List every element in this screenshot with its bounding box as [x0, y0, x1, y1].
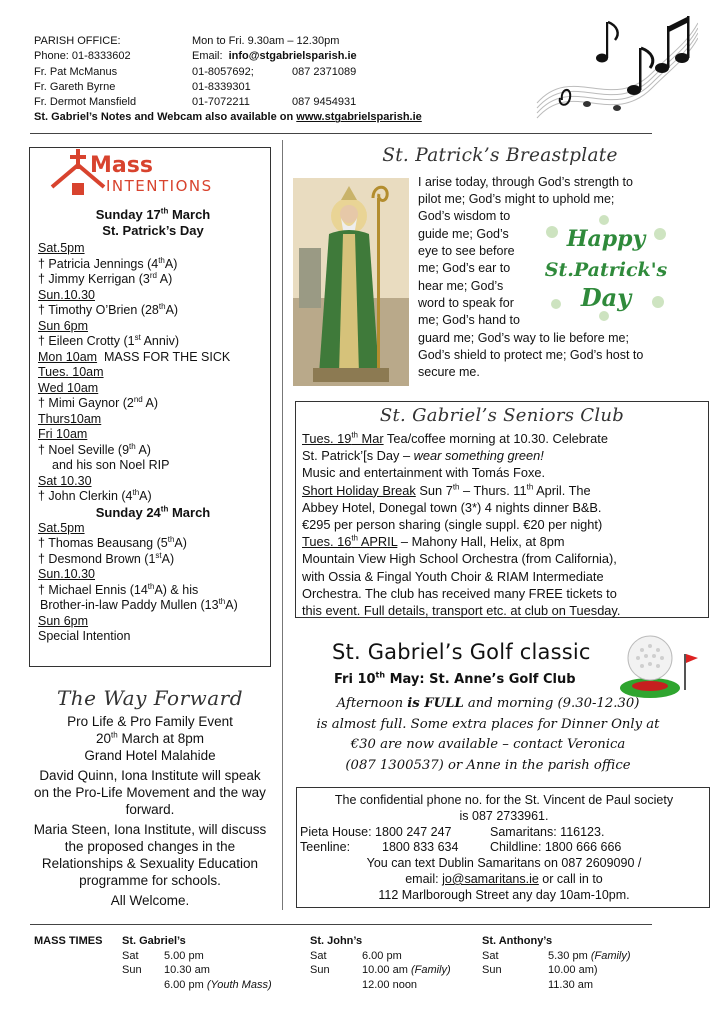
- seniors-line: St. Patrick’[s Day – wear something green!: [302, 448, 544, 464]
- intention: † Noel Seville (9th A): [38, 441, 151, 457]
- golf-classic-title: St. Gabriel’s Golf classic: [332, 640, 591, 664]
- prayer-line: God’s shield to protect me; God’s host to: [418, 348, 644, 362]
- header-label: Fr. Pat McManus: [34, 65, 118, 78]
- prayer-line: pilot me; God’s might to uphold me;: [418, 192, 615, 206]
- footer-divider: [30, 924, 652, 925]
- st-patrick-image: [293, 178, 409, 386]
- prayer-line: hear me; God’s: [418, 279, 504, 293]
- intention: Special Intention: [38, 629, 131, 643]
- prayer-line: guide me; God’s: [418, 227, 509, 241]
- golf-line: (087 1300537) or Anne in the parish office: [345, 757, 631, 773]
- website-link[interactable]: www.stgabrielsparish.ie: [296, 111, 422, 124]
- intention: † Jimmy Kerrigan (3rd A): [38, 270, 173, 286]
- church-column: [310, 934, 490, 992]
- prayer-line: guard me; God’s way to lie before me;: [418, 331, 629, 345]
- parish-office-header: [34, 34, 534, 126]
- header-label: PARISH OFFICE:: [34, 35, 121, 47]
- way-forward-body: [30, 713, 270, 912]
- seniors-line: €295 per person sharing (single suppl. €20 per night): [302, 517, 603, 533]
- mass-slot: Mon 10am MASS FOR THE SICK: [38, 349, 231, 364]
- mass-slot: Fri 10am: [38, 427, 88, 441]
- header-value: 01-8339301: [192, 80, 251, 93]
- header-row: [34, 49, 534, 64]
- badge-text: Day: [580, 283, 632, 312]
- mass-intentions-list: [38, 207, 268, 645]
- header-row: [34, 65, 534, 80]
- golf-line: €30 are now available – contact Veronica: [350, 737, 626, 752]
- badge-text: Happy: [566, 226, 646, 252]
- paragraph: Maria Steen, Iona Institute, will discuss the proposed changes in the Relationships & Sexuality Education programme for schools.: [33, 822, 267, 888]
- header-label: Phone: 01-8333602: [34, 50, 131, 63]
- mass-slot: Sun.10.30: [38, 567, 95, 581]
- helpline-line: is 087 2733961.: [459, 808, 549, 823]
- event-line: Pro Life & Pro Family Event 20th March at 8pm Grand Hotel Malahide: [67, 714, 233, 763]
- golf-line: Afternoon is FULL and morning (9.30-12.30): [336, 696, 640, 711]
- paragraph: All Welcome.: [110, 893, 190, 908]
- mass-slot: Wed 10am: [38, 380, 99, 395]
- seniors-line: Tues. 19th Mar Tea/coffee morning at 10.30. Celebrate: [302, 430, 608, 446]
- mass-slot: Sun 6pm: [38, 318, 89, 333]
- prayer-line: me; God’s hand to: [418, 313, 520, 327]
- golf-details: [296, 694, 680, 776]
- mass-time-row: 6.00 pm (Youth Mass): [164, 978, 272, 991]
- prayer-line: God’s wisdom to: [418, 209, 511, 223]
- header-divider: [30, 133, 652, 134]
- prayer-line: word to speak for: [418, 296, 514, 310]
- way-forward-title: The Way Forward: [56, 686, 244, 710]
- mass-time-row: Sun 10.00 am): [482, 964, 598, 976]
- golf-ball-icon: [614, 630, 700, 702]
- mass-time-row: 12.00 noon: [362, 978, 418, 991]
- intention: † Timothy O’Brien (28thA): [38, 301, 179, 317]
- header-row: [34, 34, 534, 49]
- intention: † Mimi Gaynor (2nd A): [38, 394, 159, 410]
- seniors-club-title: St. Gabriel’s Seniors Club: [379, 405, 625, 426]
- intention: Brother-in-law Paddy Mullen (13thA): [40, 596, 238, 612]
- intention: † Thomas Beausang (5thA): [38, 534, 187, 550]
- seniors-club-body: [302, 430, 704, 619]
- seniors-line: Abbey Hotel, Donegal town (3*) 4 nights dinner B&B.: [302, 499, 602, 515]
- mass-slot: Sun.10.30: [38, 287, 95, 302]
- header-value: 01-8057692;: [192, 65, 254, 78]
- prayer-line: me; God’s ear to: [418, 261, 511, 275]
- helpline-row: Pieta House: 1800 247 247 Samaritans: 116123.: [300, 824, 605, 839]
- helpline-row: Teenline: 1800 833 634 Childline: 1800 666 666: [300, 840, 622, 855]
- header-row: [34, 95, 534, 110]
- samaritans-email-link[interactable]: jo@samaritans.ie: [442, 871, 539, 886]
- seniors-line: Music and entertainment with Tomás Foxe.: [302, 465, 546, 481]
- badge-text: St.Patrick's: [544, 259, 668, 281]
- mass-times-label: MASS TIMES: [34, 935, 103, 947]
- mass-slot: Sat.5pm: [38, 241, 85, 255]
- header-value: 01-7072211: [192, 96, 250, 109]
- seniors-line: this event. Full details, transport etc. at club on Tuesday.: [302, 603, 621, 619]
- header-value: Mon to Fri. 9.30am – 12.30pm: [192, 35, 340, 47]
- header-value: 087 2371089: [292, 65, 357, 78]
- intention: † Eileen Crotty (1st Anniv): [38, 332, 180, 348]
- breastplate-title: St. Patrick’s Breastplate: [382, 145, 618, 166]
- mass-time-row: Sat 6.00 pm: [310, 949, 402, 962]
- header-label: Fr. Gareth Byrne: [34, 80, 116, 93]
- mass-slot: Sat.5pm: [38, 520, 85, 535]
- seniors-line: Tues. 16th APRIL – Mahony Hall, Helix, at 8pm: [302, 533, 565, 550]
- mass-intentions-logo: [48, 147, 248, 199]
- notes-text: St. Gabriel’s Notes and Webcam also available on: [34, 111, 294, 124]
- seniors-line: Short Holiday Break Sun 7th – Thurs. 11th April. The: [302, 482, 591, 498]
- header-label: Fr. Dermot Mansfield: [34, 96, 137, 109]
- prayer-line: I arise today, through God’s strength to: [418, 175, 633, 189]
- intention: and his son Noel RIP: [52, 458, 170, 472]
- logo-word-intentions: INTENTIONS: [106, 177, 213, 195]
- helpline-line: email: jo@samaritans.ie or call in to: [405, 871, 603, 886]
- mass-time-row: Sat 5.30 pm (Family): [482, 949, 631, 962]
- header-value: 087 9454931: [292, 96, 357, 109]
- intention: † Desmond Brown (1stA): [38, 550, 175, 566]
- header-row: [34, 80, 534, 95]
- sunday-subheading: St. Patrick’s Day: [102, 223, 204, 238]
- intention: † Michael Ennis (14thA) & his: [38, 581, 199, 597]
- seniors-line: Mountain View High School Orchestra (from California),: [302, 551, 617, 567]
- sunday-heading: Sunday 24th March: [95, 504, 211, 520]
- mass-time-row: Sat 5.00 pm: [122, 949, 204, 962]
- header-value: Email:: [192, 50, 223, 63]
- mass-time-row: Sun 10.00 am (Family): [310, 964, 451, 976]
- paragraph: David Quinn, Iona Institute will speak on the Pro-Life Movement and the way forward.: [34, 768, 266, 817]
- helpline-line: 112 Marlborough Street any day 10am-10pm.: [378, 887, 630, 902]
- church-column: [122, 934, 322, 992]
- mass-slot: Sat 10.30: [38, 473, 92, 488]
- helpline-line: The confidential phone no. for the St. Vincent de Paul society: [334, 793, 674, 807]
- mass-slot: Sun 6pm: [38, 613, 89, 628]
- column-divider: [282, 140, 283, 910]
- golf-date-venue: Fri 10th May: St. Anne’s Golf Club: [334, 670, 576, 687]
- intention: † Patricia Jennings (4thA): [38, 255, 178, 271]
- helplines-body: [300, 793, 708, 904]
- mass-time-row: Sun 10.30 am: [122, 964, 210, 976]
- seniors-line: Orchestra. The club has received many FREE tickets to: [302, 585, 617, 601]
- mass-slot: Thurs10am: [38, 411, 102, 426]
- mass-slot: Tues. 10am: [38, 365, 104, 379]
- intention: † John Clerkin (4thA): [38, 487, 152, 503]
- happy-st-patricks-day-badge: [538, 212, 674, 322]
- church-column: [482, 934, 682, 992]
- church-name: St. John’s: [310, 935, 363, 947]
- logo-word-mass: Mass: [90, 153, 153, 178]
- mass-time-row: 11.30 am: [548, 978, 594, 991]
- seniors-line: with Ossia & Fingal Youth Choir & RIAM Intermediate: [302, 568, 604, 584]
- church-name: St. Gabriel’s: [122, 935, 186, 947]
- notes-line: [34, 110, 534, 125]
- email-link[interactable]: info@stgabrielsparish.ie: [228, 50, 357, 63]
- music-notes-icon: [532, 8, 698, 126]
- helpline-line: You can text Dublin Samaritans on 087 2609090 /: [366, 856, 642, 871]
- church-name: St. Anthony’s: [482, 935, 553, 947]
- prayer-line: eye to see before: [418, 244, 515, 258]
- prayer-line: secure me.: [418, 365, 480, 379]
- golf-line: is almost full. Some extra places for Dinner Only at: [316, 716, 660, 732]
- sunday-heading: Sunday 17th March: [95, 206, 211, 222]
